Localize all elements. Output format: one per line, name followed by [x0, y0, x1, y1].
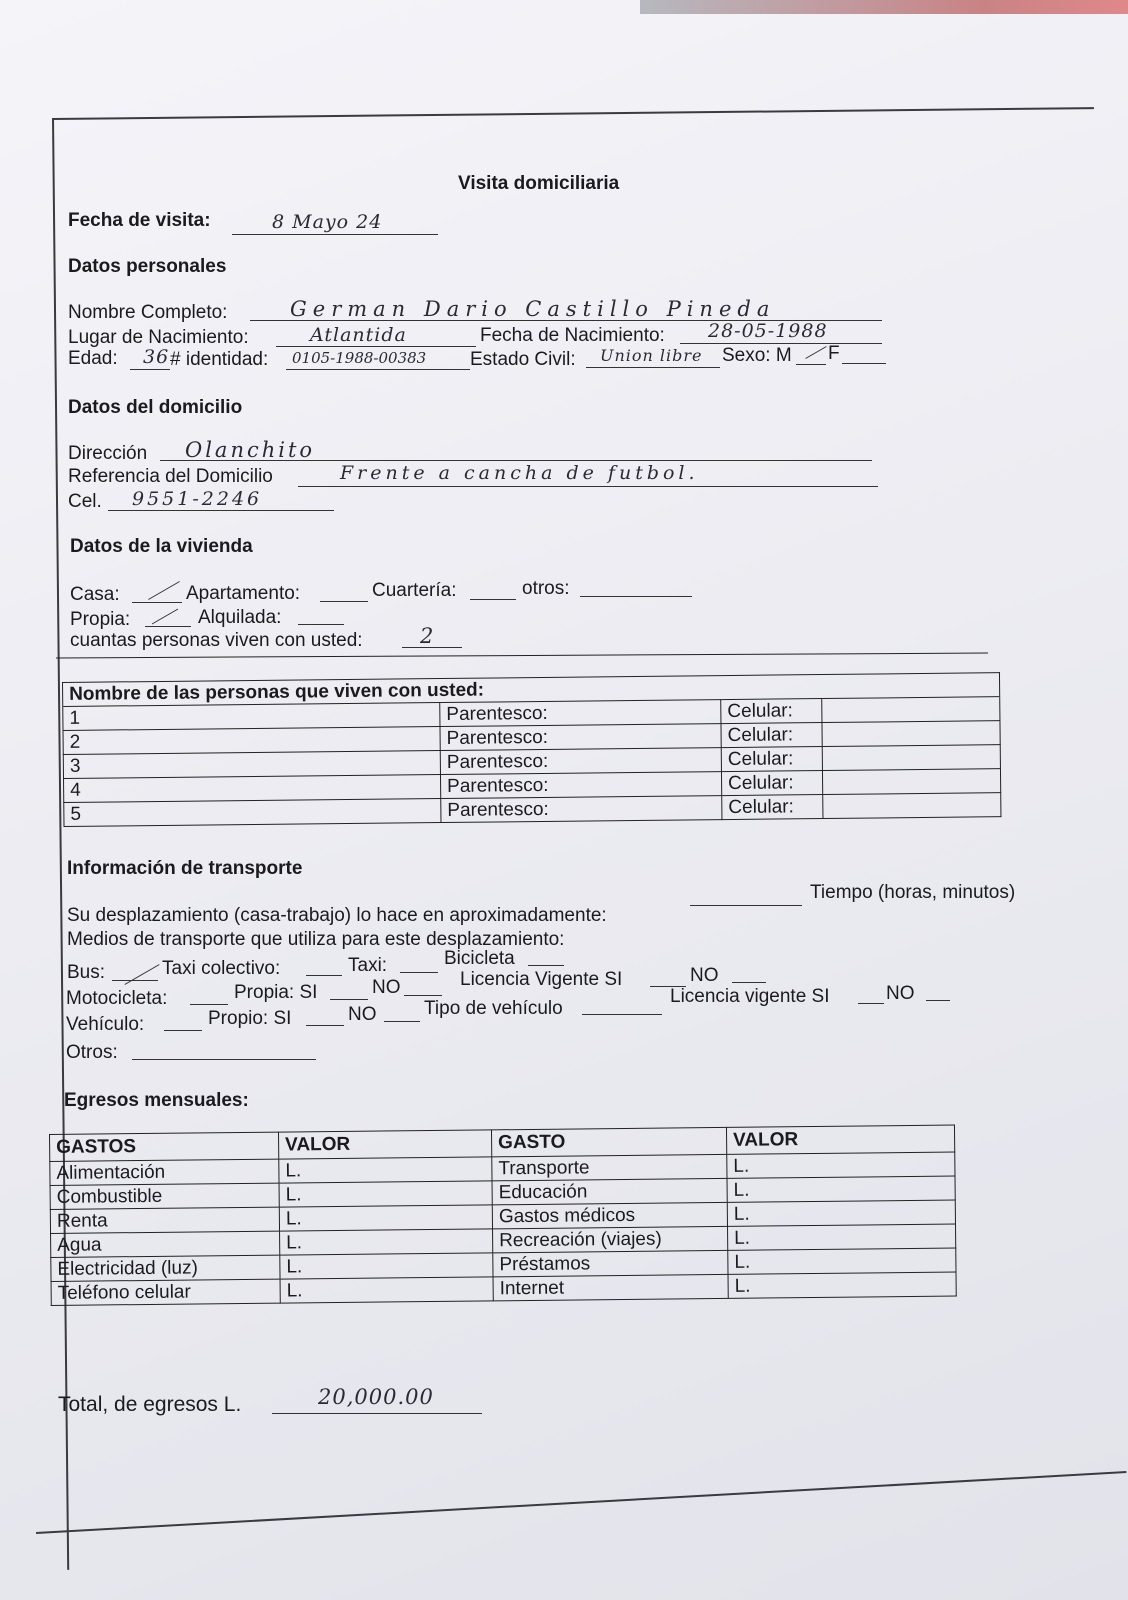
- valor-right[interactable]: L.: [728, 1224, 956, 1250]
- bicicleta-line: [528, 965, 564, 966]
- valor-right[interactable]: L.: [727, 1200, 955, 1226]
- medios-label: Medios de transporte que utiliza para este desplazamiento:: [67, 929, 565, 950]
- persona-num: 5: [64, 799, 441, 827]
- referencia-line: [298, 486, 878, 487]
- fecha-visita-value[interactable]: 8 Mayo 24: [272, 211, 383, 233]
- form-title: Visita domiciliaria: [458, 173, 620, 194]
- licencia-si-2-line: [858, 1003, 884, 1004]
- estado-civil-value[interactable]: Union libre: [600, 346, 703, 365]
- cuantas-personas-value[interactable]: 2: [420, 624, 435, 648]
- persona-num: 4: [64, 775, 441, 803]
- valor-right[interactable]: L.: [727, 1176, 955, 1202]
- valor-left[interactable]: L.: [279, 1205, 492, 1231]
- nombre-value[interactable]: German Dario Castillo Pineda: [290, 297, 776, 321]
- taxi-colectivo-line: [306, 975, 342, 976]
- persona-celular: Celular:: [722, 795, 823, 820]
- egresos-heading: Egresos mensuales:: [64, 1090, 249, 1111]
- licencia-vigente-si-1: Licencia Vigente SI: [460, 969, 623, 990]
- propia-no-label: NO: [372, 977, 401, 998]
- persona-parentesco: Parentesco:: [440, 700, 721, 727]
- cuantas-personas-label: cuantas personas viven con usted:: [70, 630, 363, 651]
- taxi-label: Taxi:: [348, 955, 388, 976]
- col-gasto-header: GASTO: [491, 1127, 726, 1156]
- referencia-value[interactable]: Frente a cancha de futbol.: [340, 462, 699, 484]
- bicicleta-label: Bicicleta: [444, 948, 515, 969]
- persona-celular-value[interactable]: [822, 769, 1000, 795]
- gasto-right: Gastos médicos: [492, 1202, 727, 1228]
- apartamento-label: Apartamento:: [186, 583, 301, 604]
- total-egresos-label: Total, de egresos L.: [58, 1393, 242, 1416]
- propia-line: [145, 626, 191, 627]
- propio-si-label: Propio: SI: [208, 1008, 292, 1029]
- propio-no-label: NO: [348, 1004, 377, 1025]
- edad-label: Edad:: [68, 348, 118, 369]
- licencia-no-3: NO: [886, 983, 915, 1004]
- referencia-label: Referencia del Domicilio: [68, 466, 273, 487]
- fecha-nacimiento-label: Fecha de Nacimiento:: [480, 325, 665, 346]
- background-strip: [640, 0, 1128, 14]
- identidad-line: [286, 369, 470, 370]
- persona-celular: Celular:: [721, 747, 822, 772]
- otros-transporte-label: Otros:: [66, 1042, 118, 1063]
- estado-civil-label: Estado Civil:: [470, 349, 576, 370]
- persona-celular-value[interactable]: [822, 697, 1000, 723]
- fecha-nacimiento-value[interactable]: 28-05-1988: [708, 320, 828, 342]
- fecha-nacimiento-line: [680, 343, 882, 344]
- propio-no-line: [384, 1021, 420, 1022]
- valor-left[interactable]: L.: [279, 1181, 492, 1207]
- lugar-nacimiento-line: [276, 346, 476, 347]
- col-valor-header: VALOR: [278, 1130, 491, 1159]
- fecha-visita-label: Fecha de visita:: [68, 210, 211, 231]
- datos-personales-heading: Datos personales: [68, 256, 227, 277]
- propia-label: Propia:: [70, 609, 131, 630]
- persona-celular-value[interactable]: [823, 793, 1001, 819]
- persona-celular: Celular:: [721, 723, 822, 748]
- persona-parentesco: Parentesco:: [440, 748, 721, 775]
- datos-vivienda-heading: Datos de la vivienda: [70, 536, 253, 557]
- otros-vivienda-label: otros:: [522, 578, 570, 599]
- gasto-right: Educación: [492, 1178, 727, 1204]
- otros-transporte-line: [132, 1059, 316, 1060]
- gasto-right: Recreación (viajes): [493, 1226, 728, 1252]
- edad-line: [130, 369, 170, 370]
- taxi-line: [400, 972, 438, 973]
- persona-celular-value[interactable]: [822, 721, 1000, 747]
- valor-left[interactable]: L.: [280, 1277, 493, 1303]
- licencia-no-3-line: [926, 1000, 950, 1001]
- tipo-vehiculo-label: Tipo de vehículo: [424, 998, 563, 1019]
- sexo-m-label: Sexo: M: [722, 345, 792, 366]
- persona-celular: Celular:: [721, 771, 822, 796]
- estado-civil-line: [586, 367, 720, 368]
- valor-right[interactable]: L.: [728, 1272, 956, 1298]
- gasto-left: Alimentación: [50, 1159, 279, 1185]
- cel-value[interactable]: 9551-2246: [132, 488, 263, 510]
- tipo-vehiculo-line: [582, 1014, 662, 1015]
- identidad-label: # identidad:: [170, 349, 269, 370]
- casa-line: [132, 602, 182, 603]
- propia-si-label: Propia: SI: [234, 982, 318, 1003]
- bus-label: Bus:: [67, 962, 106, 983]
- sexo-f-line: [842, 363, 886, 364]
- alquilada-line: [298, 624, 344, 625]
- valor-left[interactable]: L.: [280, 1253, 493, 1279]
- persona-num: 2: [63, 727, 440, 755]
- gasto-left: Agua: [51, 1231, 280, 1257]
- sexo-m-line: [796, 364, 826, 365]
- gasto-left: Teléfono celular: [51, 1279, 280, 1305]
- gasto-left: Combustible: [50, 1183, 279, 1209]
- valor-left[interactable]: L.: [280, 1229, 493, 1255]
- fecha-visita-line: [232, 234, 438, 235]
- identidad-value[interactable]: 0105-1988-00383: [292, 349, 427, 367]
- gasto-left: Renta: [50, 1207, 279, 1233]
- motocicleta-line: [190, 1004, 228, 1005]
- propia-no-line: [404, 995, 442, 996]
- gasto-right: Internet: [493, 1274, 728, 1300]
- col-valor2-header: VALOR: [726, 1125, 954, 1154]
- gasto-right: Préstamos: [493, 1250, 728, 1276]
- persona-num: 1: [63, 703, 440, 731]
- otros-vivienda-line: [580, 596, 692, 597]
- lugar-nacimiento-label: Lugar de Nacimiento:: [68, 327, 249, 348]
- propio-si-line: [306, 1025, 344, 1026]
- licencia-no-1-line: [732, 982, 766, 983]
- sexo-f-label: F: [828, 343, 840, 364]
- gasto-left: Electricidad (luz): [51, 1255, 280, 1281]
- apartamento-line: [320, 601, 368, 602]
- valor-right[interactable]: L.: [727, 1152, 955, 1178]
- persona-parentesco: Parentesco:: [440, 772, 721, 799]
- cuarteria-label: Cuartería:: [372, 580, 457, 601]
- taxi-colectivo-label: Taxi colectivo:: [162, 958, 281, 979]
- cel-line: [108, 510, 334, 511]
- desplazamiento-line: [690, 905, 802, 906]
- propia-si-line: [330, 999, 368, 1000]
- direccion-label: Dirección: [68, 443, 148, 464]
- nombre-label: Nombre Completo:: [68, 302, 228, 323]
- bus-line: [112, 980, 158, 981]
- valor-right[interactable]: L.: [728, 1248, 956, 1274]
- cuarteria-line: [470, 599, 516, 600]
- persona-parentesco: Parentesco:: [441, 796, 722, 823]
- lugar-nacimiento-value[interactable]: Atlantida: [310, 324, 407, 346]
- edad-value[interactable]: 36: [143, 346, 170, 368]
- personas-table: [62, 672, 1001, 827]
- persona-num: 3: [63, 751, 440, 779]
- cel-label: Cel.: [68, 491, 102, 512]
- gasto-right: Transporte: [492, 1154, 727, 1180]
- transporte-heading: Información de transporte: [67, 858, 303, 879]
- alquilada-label: Alquilada:: [198, 607, 282, 628]
- egresos-table: [49, 1125, 957, 1306]
- persona-celular: Celular:: [721, 699, 822, 724]
- persona-parentesco: Parentesco:: [440, 724, 721, 751]
- direccion-value[interactable]: Olanchito: [185, 438, 316, 462]
- vehiculo-label: Vehículo:: [66, 1014, 145, 1035]
- vehiculo-line: [164, 1030, 202, 1031]
- total-egresos-value[interactable]: 20,000.00: [318, 1385, 434, 1409]
- motocicleta-label: Motocicleta:: [66, 988, 168, 1009]
- licencia-no-1: NO: [690, 965, 719, 986]
- casa-label: Casa:: [70, 584, 120, 605]
- persona-celular-value[interactable]: [822, 745, 1000, 771]
- desplazamiento-label: Su desplazamiento (casa-trabajo) lo hace en aproximadamente:: [67, 905, 607, 926]
- total-egresos-line: [272, 1413, 482, 1414]
- valor-left[interactable]: L.: [279, 1157, 492, 1183]
- licencia-vigente-si-2: Licencia vigente SI: [670, 986, 830, 1007]
- col-gastos-header: GASTOS: [50, 1132, 279, 1161]
- personas-header-cell: Nombre de las personas que viven con usted:: [63, 673, 1000, 707]
- tiempo-label: Tiempo (horas, minutos): [810, 882, 1016, 903]
- datos-domicilio-heading: Datos del domicilio: [68, 397, 243, 418]
